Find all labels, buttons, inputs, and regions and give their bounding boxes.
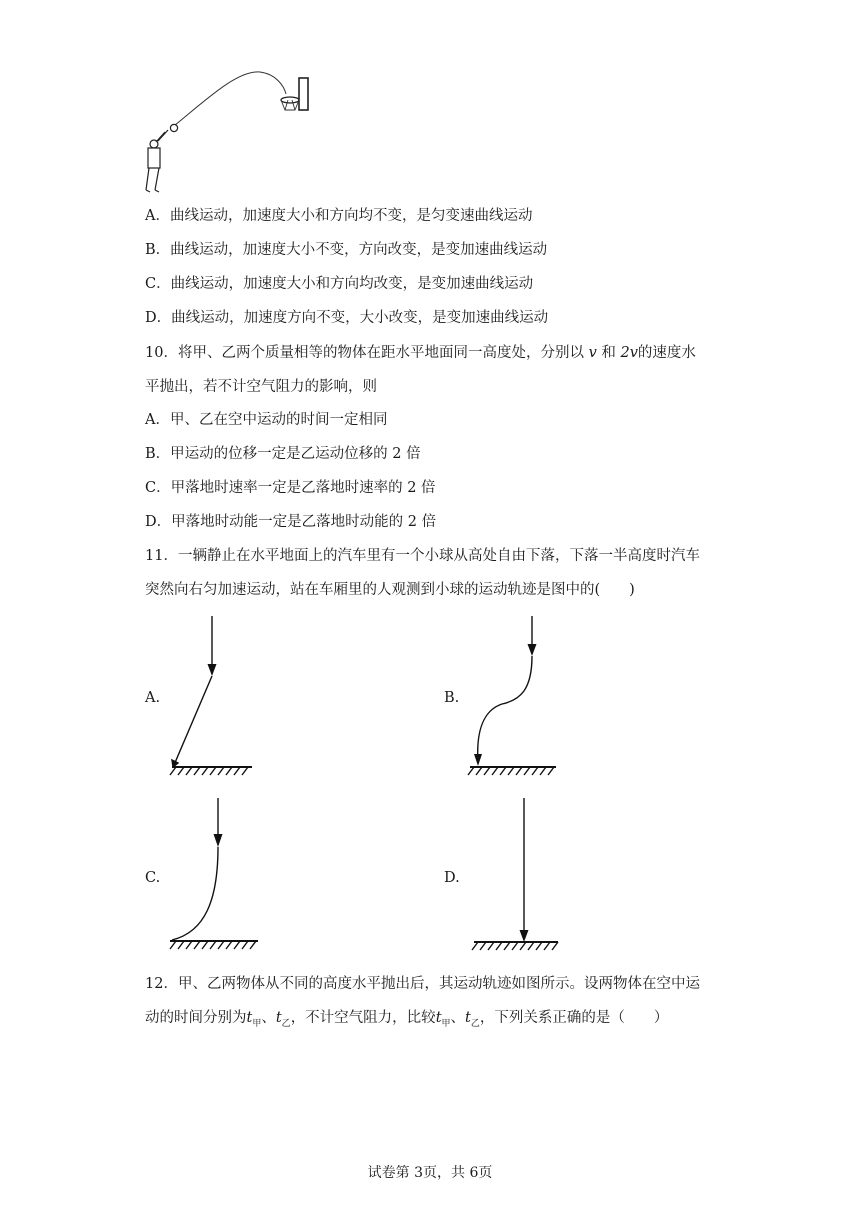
q10-velocity-2v: 2v	[620, 345, 638, 361]
q12-sub-yi-2: 乙	[470, 1018, 480, 1029]
q11-figure-b	[468, 616, 556, 775]
q11-label-c: C.	[145, 870, 161, 886]
q10-stem-and: 和	[601, 345, 616, 361]
player-figure	[146, 130, 168, 192]
q10-option-c: C．甲落地时速率一定是乙落地时速率的 2 倍	[145, 480, 436, 496]
q11-figure-a	[170, 616, 252, 775]
q12-stem-line2	[145, 1008, 668, 1034]
q9-option-d: D．曲线运动，加速度方向不变，大小改变，是变加速曲线运动	[145, 310, 549, 326]
basketball-shot-figure	[138, 68, 318, 198]
q9-option-c: C．曲线运动，加速度大小和方向均改变，是变加速曲线运动	[145, 276, 534, 292]
q11-stem-line1: 11．一辆静止在水平地面上的汽车里有一个小球从高处自由下落，下落一半高度时汽车	[145, 548, 700, 564]
hoop-rim	[281, 97, 299, 103]
q9-option-b: B．曲线运动，加速度大小不变，方向改变，是变加速曲线运动	[145, 242, 548, 258]
q12-sub-yi: 乙	[281, 1018, 291, 1029]
q12-t-yi: t	[275, 1010, 282, 1026]
q10-stem-line2: 平抛出，若不计空气阻力的影响，则	[145, 379, 377, 395]
q12-text-c: ，下列关系正确的是（ ）	[479, 1010, 669, 1026]
q10-option-d: D．甲落地时动能一定是乙落地时动能的 2 倍	[145, 514, 437, 530]
q10-option-a: A．甲、乙在空中运动的时间一定相同	[145, 412, 388, 428]
q12-stem-line1: 12．甲、乙两物体从不同的高度水平抛出后，其运动轨迹如图所示。设两物体在空中运	[145, 976, 700, 992]
q10-stem-tail: 的速度水	[637, 345, 696, 361]
q11-stem-line2: 突然向右匀加速运动，站在车厢里的人观测到小球的运动轨迹是图中的( )	[145, 582, 635, 598]
q12-sub-jia-2: 甲	[441, 1018, 451, 1029]
q12-t-jia-2: t	[435, 1010, 442, 1026]
q12-t-jia: t	[246, 1010, 253, 1026]
q11-label-b: B.	[444, 690, 460, 706]
q11-label-d: D.	[444, 870, 460, 886]
q9-option-a: A．曲线运动，加速度大小和方向均不变，是匀变速曲线运动	[145, 208, 533, 224]
q12-sep-1: 、	[261, 1010, 276, 1026]
q12-text-b: ，不计空气阻力，比较	[290, 1010, 436, 1026]
basketball	[170, 124, 177, 131]
q12-sep-2: 、	[450, 1010, 466, 1026]
q10-stem-line1	[145, 343, 696, 363]
ball-trajectory	[174, 72, 286, 126]
q11-label-a: A.	[145, 690, 161, 706]
backboard	[299, 78, 308, 110]
q10-velocity-v: v	[588, 345, 597, 361]
q10-stem-text: 10．将甲、乙两个质量相等的物体在距水平地面同一高度处，分别以	[145, 345, 584, 361]
q11-figure-c	[170, 798, 258, 949]
q12-sub-jia: 甲	[252, 1018, 262, 1029]
q12-t-yi-2: t	[465, 1010, 471, 1026]
q12-text-a: 动的时间分别为	[145, 1010, 247, 1026]
q10-option-b: B．甲运动的位移一定是乙运动位移的 2 倍	[145, 446, 421, 462]
q11-figure-d	[472, 798, 558, 950]
q11-figures	[0, 600, 860, 970]
page-footer: 试卷第 3页，共 6页	[367, 1165, 493, 1181]
